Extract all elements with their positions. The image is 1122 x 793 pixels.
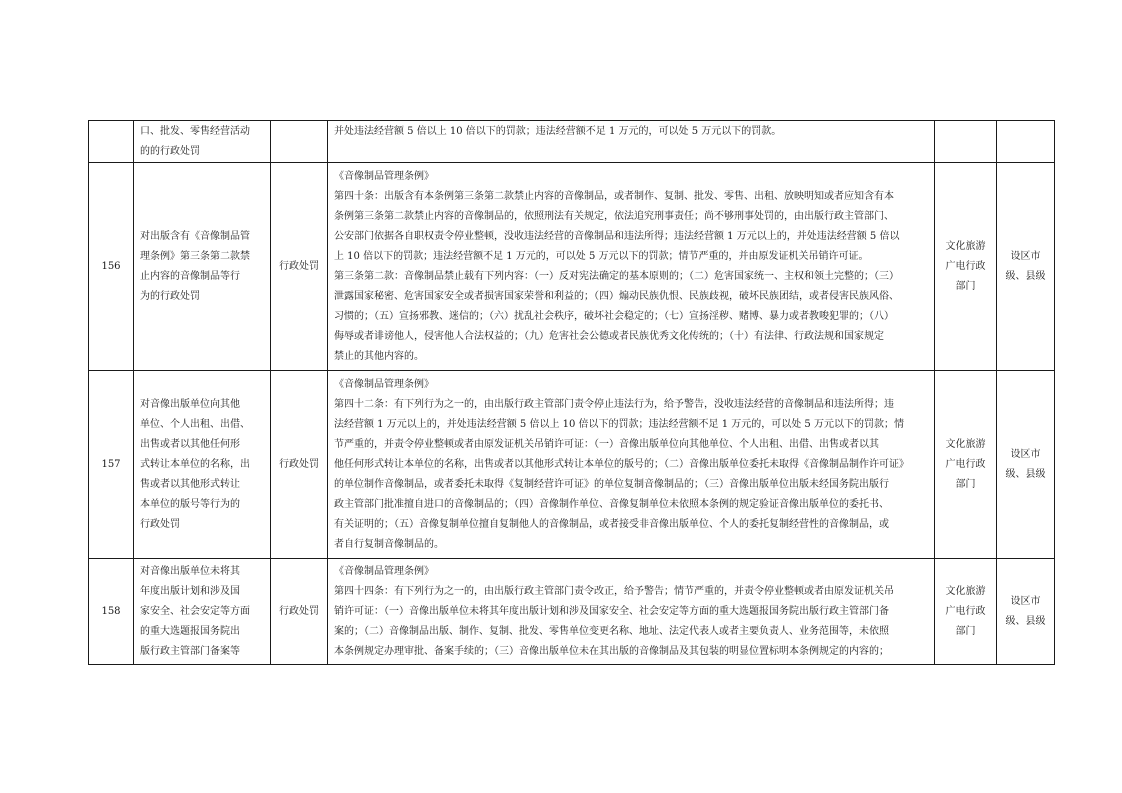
level-line: 级、县级 bbox=[1005, 270, 1046, 282]
department-line: 文化旅游 bbox=[945, 240, 986, 252]
item-line: 年度出版计划和涉及国 bbox=[140, 585, 240, 597]
row-number: 157 bbox=[89, 371, 134, 559]
basis-line: 第四十条：出版含有本条例第三条第二款禁止内容的音像制品，或者制作、复制、批发、零售、出租、放映明知或者应知含有本 bbox=[334, 190, 894, 202]
item-line: 售或者以其他形式转让 bbox=[140, 478, 240, 490]
department bbox=[935, 371, 997, 559]
item-line: 版行政主管部门备案等 bbox=[140, 645, 240, 657]
row-number bbox=[89, 121, 134, 163]
basis-line: 第四十四条：有下列行为之一的，由出版行政主管部门责令改正，给予警告；情节严重的，并责令停业整顿或者由原发证机关吊 bbox=[334, 585, 894, 597]
department-line: 部门 bbox=[955, 625, 976, 637]
basis-line: 公安部门依据各自职权责令停业整顿，没收违法经营的音像制品和违法所得；违法经营额 1 万元以上的，并处违法经营额 5 倍以 bbox=[334, 230, 900, 242]
table-row bbox=[89, 121, 1055, 163]
level-line: 设区市 bbox=[1010, 448, 1041, 460]
basis-line: 他任何形式转让本单位的名称，出售或者以其他形式转让本单位的版号的；（二）音像出版单位委托未取得《音像制品制作许可证》 bbox=[334, 458, 909, 470]
basis-line: 者自行复制音像制品的。 bbox=[334, 538, 444, 550]
table-body bbox=[89, 121, 1055, 665]
item-line: 出售或者以其他任何形 bbox=[140, 438, 240, 450]
table-row bbox=[89, 371, 1055, 559]
department-line: 部门 bbox=[955, 478, 976, 490]
department bbox=[935, 559, 997, 665]
department-line: 广电行政 bbox=[945, 458, 986, 470]
basis-line: 泄露国家秘密、危害国家安全或者损害国家荣誉和利益的；（四）煽动民族仇恨、民族歧视，破坏民族团结，或者侵害民族风俗、 bbox=[334, 290, 899, 302]
row-number: 156 bbox=[89, 163, 134, 371]
admin-level bbox=[997, 121, 1055, 163]
admin-level bbox=[997, 163, 1055, 371]
item-line: 口、批发、零售经营活动 bbox=[140, 125, 250, 137]
legal-basis bbox=[328, 371, 935, 559]
item-line: 家安全、社会安定等方面 bbox=[140, 605, 250, 617]
level-line: 设区市 bbox=[1010, 595, 1041, 607]
item-line: 对音像出版单位未将其 bbox=[140, 565, 240, 577]
item-line: 的重大选题报国务院出 bbox=[140, 625, 240, 637]
legal-basis bbox=[328, 163, 935, 371]
item-name bbox=[134, 371, 271, 559]
table-row bbox=[89, 163, 1055, 371]
department bbox=[935, 121, 997, 163]
penalty-table bbox=[88, 120, 1055, 665]
item-line: 止内容的音像制品等行 bbox=[140, 270, 240, 282]
legal-basis bbox=[328, 121, 935, 163]
basis-line: 销许可证：（一）音像出版单位未将其年度出版计划和涉及国家安全、社会安定等方面的重大选题报国务院出版行政主管部门备 bbox=[334, 605, 889, 617]
penalty-type bbox=[271, 121, 328, 163]
item-name bbox=[134, 163, 271, 371]
basis-line: 政主管部门批准擅自进口的音像制品的；（四）音像制作单位、音像复制单位未依照本条例的规定验证音像出版单位的委托书、 bbox=[334, 498, 889, 510]
basis-line: 禁止的其他内容的。 bbox=[334, 350, 424, 362]
item-line: 本单位的版号等行为的 bbox=[140, 498, 240, 510]
department-line: 广电行政 bbox=[945, 605, 986, 617]
basis-line: 第三条第二款：音像制品禁止载有下列内容：（一）反对宪法确定的基本原则的；（二）危害国家统一、主权和领土完整的；（三） bbox=[334, 270, 899, 282]
basis-line: 《音像制品管理条例》 bbox=[334, 378, 434, 390]
item-line: 行政处罚 bbox=[140, 518, 180, 530]
admin-level bbox=[997, 559, 1055, 665]
row-number: 158 bbox=[89, 559, 134, 665]
department-line: 广电行政 bbox=[945, 260, 986, 272]
item-line: 对出版含有《音像制品管 bbox=[140, 230, 250, 242]
department bbox=[935, 163, 997, 371]
item-line: 理条例》第三条第二款禁 bbox=[140, 250, 250, 262]
item-line: 的的行政处罚 bbox=[140, 145, 200, 157]
level-line: 设区市 bbox=[1010, 250, 1041, 262]
level-line: 级、县级 bbox=[1005, 468, 1046, 480]
basis-line: 习惯的；（五）宣扬邪教、迷信的；（六）扰乱社会秩序，破坏社会稳定的；（七）宣扬淫秽、赌博、暴力或者教唆犯罪的；（八） bbox=[334, 310, 894, 322]
item-line: 为的行政处罚 bbox=[140, 290, 200, 302]
basis-line: 并处违法经营额 5 倍以上 10 倍以下的罚款；违法经营额不足 1 万元的，可以处 5 万元以下的罚款。 bbox=[334, 126, 782, 137]
penalty-type: 行政处罚 bbox=[271, 559, 328, 665]
basis-line: 法经营额 1 万元以上的，并处违法经营额 5 倍以上 10 倍以下的罚款；违法经营额不足 1 万元的，可以处 5 万元以下的罚款；情 bbox=[334, 418, 904, 430]
basis-line: 第四十二条：有下列行为之一的，由出版行政主管部门责令停止违法行为，给予警告，没收违法经营的音像制品和违法所得；违 bbox=[334, 398, 894, 410]
penalty-type: 行政处罚 bbox=[271, 163, 328, 371]
basis-line: 上 10 倍以下的罚款；违法经营额不足 1 万元的，可以处 5 万元以下的罚款；情节严重的，并由原发证机关吊销许可证。 bbox=[334, 250, 869, 262]
legal-basis bbox=[328, 559, 935, 665]
department-line: 文化旅游 bbox=[945, 585, 986, 597]
penalty-type: 行政处罚 bbox=[271, 371, 328, 559]
basis-line: 有关证明的；（五）音像复制单位擅自复制他人的音像制品，或者接受非音像出版单位、个人的委托复制经营性的音像制品，或 bbox=[334, 518, 889, 530]
basis-line: 侮辱或者诽谤他人，侵害他人合法权益的；（九）危害社会公德或者民族优秀文化传统的；（十）有法律、行政法规和国家规定 bbox=[334, 330, 884, 342]
table-row bbox=[89, 559, 1055, 665]
item-line: 对音像出版单位向其他 bbox=[140, 398, 240, 410]
basis-line: 《音像制品管理条例》 bbox=[334, 170, 434, 182]
basis-line: 《音像制品管理条例》 bbox=[334, 565, 434, 577]
item-name bbox=[134, 559, 271, 665]
level-line: 级、县级 bbox=[1005, 615, 1046, 627]
admin-level bbox=[997, 371, 1055, 559]
item-name bbox=[134, 121, 271, 163]
department-line: 文化旅游 bbox=[945, 438, 986, 450]
department-line: 部门 bbox=[955, 280, 976, 292]
item-line: 式转让本单位的名称，出 bbox=[140, 458, 250, 470]
basis-line: 的单位制作音像制品，或者委托未取得《复制经营许可证》的单位复制音像制品的；（三）音像出版单位出版未经国务院出版行 bbox=[334, 478, 889, 490]
basis-line: 案的；（二）音像制品出版、制作、复制、批发、零售单位变更名称、地址、法定代表人或者主要负责人、业务范围等，未依照 bbox=[334, 625, 889, 637]
basis-line: 节严重的，并责令停业整顿或者由原发证机关吊销许可证：（一）音像出版单位向其他单位、个人出租、出借、出售或者以其 bbox=[334, 438, 879, 450]
basis-line: 本条例规定办理审批、备案手续的；（三）音像出版单位未在其出版的音像制品及其包装的明显位置标明本条例规定的内容的； bbox=[334, 645, 889, 657]
item-line: 单位、个人出租、出借、 bbox=[140, 418, 250, 430]
basis-line: 条例第三条第二款禁止内容的音像制品的，依照刑法有关规定，依法追究刑事责任；尚不够刑事处罚的，由出版行政主管部门、 bbox=[334, 210, 894, 222]
